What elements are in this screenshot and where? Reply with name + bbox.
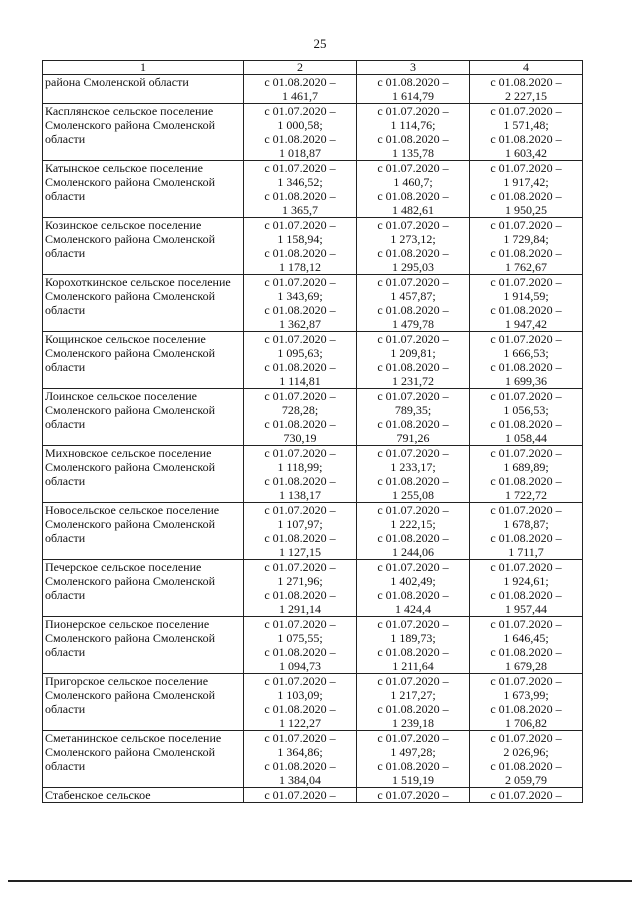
settlement-name: Михновское сельское поселение Смоленского района Смоленской области [43,446,244,503]
tariff-line: 1 729,84; [503,232,549,246]
table-row [43,446,583,503]
tariff-line: с 01.08.2020 – [377,759,449,773]
tariff-line: с 01.08.2020 – [264,360,336,374]
tariff-cell-c2 [244,446,357,503]
tariff-line: 1 460,7; [393,175,433,189]
tariff-line: 1 295,03 [392,260,434,274]
tariff-line: 1 497,28; [390,745,436,759]
tariff-line: 1 362,87 [279,317,321,331]
tariff-line: 1 365,7 [282,203,318,217]
tariff-line: 1 095,63; [277,346,323,360]
tariff-cell-c4 [470,674,583,731]
tariff-line: с 01.08.2020 – [264,132,336,146]
tariff-line: с 01.08.2020 – [377,474,449,488]
tariff-line: 2 026,96; [503,745,549,759]
table-row [43,731,583,788]
tariff-line: 1 138,17 [279,488,321,502]
table-body [43,75,583,803]
tariff-line: с 01.07.2020 – [377,674,449,688]
tariff-cell-c4 [470,560,583,617]
tariff-cell-c3 [357,218,470,275]
settlement-name: Лоинское сельское поселение Смоленского района Смоленской области [43,389,244,446]
tariff-line: 1 273,12; [390,232,436,246]
tariff-line: 1 711,7 [508,545,544,559]
tariff-line: с 01.07.2020 – [490,788,562,802]
tariff-line: 1 957,44 [505,602,547,616]
tariff-line: с 01.08.2020 – [377,588,449,602]
tariff-line: 1 482,61 [392,203,434,217]
tariff-line: 1 343,69; [277,289,323,303]
tariff-line: с 01.07.2020 – [264,161,336,175]
tariff-line: с 01.08.2020 – [490,645,562,659]
tariff-cell-c4 [470,161,583,218]
tariff-cell-c4 [470,788,583,803]
tariff-cell-c2 [244,218,357,275]
tariff-cell-c2 [244,75,357,104]
tariff-line: 2 227,15 [505,89,547,103]
tariff-cell-c3 [357,617,470,674]
tariff-line: с 01.07.2020 – [377,218,449,232]
tariff-line: 1 571,48; [503,118,549,132]
tariff-cell-c3 [357,161,470,218]
tariff-line: 1 222,15; [390,517,436,531]
settlement-name: Касплянское сельское поселение Смоленского района Смоленской области [43,104,244,161]
tariff-line: с 01.08.2020 – [377,645,449,659]
tariff-line: с 01.08.2020 – [377,702,449,716]
tariff-line: 1 673,99; [503,688,549,702]
tariff-cell-c4 [470,104,583,161]
tariff-line: с 01.07.2020 – [264,674,336,688]
tariff-line: с 01.08.2020 – [264,702,336,716]
tariff-cell-c2 [244,104,357,161]
tariff-line: с 01.07.2020 – [377,161,449,175]
tariff-line: с 01.07.2020 – [264,275,336,289]
tariff-line: с 01.07.2020 – [264,104,336,118]
tariff-line: с 01.08.2020 – [490,474,562,488]
tariff-line: с 01.08.2020 – [490,417,562,431]
tariff-line: с 01.08.2020 – [264,246,336,260]
tariff-line: с 01.08.2020 – [377,531,449,545]
settlement-name: Корохоткинское сельское поселение Смоленского района Смоленской области [43,275,244,332]
tariff-cell-c2 [244,788,357,803]
table-row [43,104,583,161]
tariff-line: 1 914,59; [503,289,549,303]
tariff-cell-c4 [470,503,583,560]
tariff-line: 1 189,73; [390,631,436,645]
tariff-line: 1 679,28 [505,659,547,673]
table-row [43,617,583,674]
settlement-name: района Смоленской области [43,75,244,104]
tariff-line: с 01.08.2020 – [490,303,562,317]
tariff-line: с 01.08.2020 – [264,759,336,773]
tariff-line: с 01.08.2020 – [264,189,336,203]
tariff-line: 1 689,89; [503,460,549,474]
tariff-line: с 01.07.2020 – [264,731,336,745]
tariff-line: 1 947,42 [505,317,547,331]
tariff-cell-c3 [357,788,470,803]
tariff-line: с 01.08.2020 – [490,588,562,602]
tariff-line: с 01.07.2020 – [490,503,562,517]
tariff-line: 1 364,86; [277,745,323,759]
tariff-table [42,60,583,803]
tariff-line: с 01.08.2020 – [490,759,562,773]
tariff-cell-c4 [470,389,583,446]
tariff-line: с 01.07.2020 – [377,446,449,460]
tariff-cell-c2 [244,674,357,731]
tariff-line: с 01.07.2020 – [490,104,562,118]
tariff-line: 1 018,87 [279,146,321,160]
tariff-line: 1 457,87; [390,289,436,303]
tariff-cell-c3 [357,446,470,503]
tariff-line: с 01.07.2020 – [264,446,336,460]
footer-rule [8,880,632,882]
tariff-line: с 01.08.2020 – [264,531,336,545]
settlement-name: Новосельское сельское поселение Смоленского района Смоленской области [43,503,244,560]
tariff-line: с 01.08.2020 – [377,417,449,431]
tariff-line: с 01.07.2020 – [264,218,336,232]
table-row [43,275,583,332]
tariff-line: с 01.08.2020 – [490,75,562,89]
tariff-line: 1 646,45; [503,631,549,645]
tariff-line: 1 217,27; [390,688,436,702]
tariff-line: с 01.07.2020 – [377,332,449,346]
tariff-line: с 01.08.2020 – [490,132,562,146]
tariff-line: 1 255,08 [392,488,434,502]
tariff-line: 1 614,79 [392,89,434,103]
tariff-line: 1 479,78 [392,317,434,331]
tariff-cell-c3 [357,75,470,104]
tariff-cell-c4 [470,332,583,389]
tariff-line: с 01.08.2020 – [377,75,449,89]
tariff-line: с 01.08.2020 – [264,303,336,317]
tariff-line: с 01.07.2020 – [490,332,562,346]
tariff-line: 1 917,42; [503,175,549,189]
tariff-line: с 01.08.2020 – [264,645,336,659]
table-row [43,674,583,731]
tariff-line: с 01.07.2020 – [490,275,562,289]
tariff-line: с 01.08.2020 – [490,531,562,545]
tariff-cell-c3 [357,389,470,446]
settlement-name: Кощинское сельское поселение Смоленского района Смоленской области [43,332,244,389]
tariff-line: с 01.08.2020 – [377,360,449,374]
settlement-name: Сметанинское сельское поселение Смоленского района Смоленской области [43,731,244,788]
tariff-line: 789,35; [394,403,432,417]
tariff-line: с 01.07.2020 – [377,788,449,802]
tariff-line: 1 000,58; [277,118,323,132]
tariff-line: 1 122,27 [279,716,321,730]
settlement-name: Стабенское сельское [43,788,244,803]
tariff-line: с 01.08.2020 – [377,303,449,317]
tariff-cell-c3 [357,674,470,731]
tariff-line: 1 178,12 [279,260,321,274]
tariff-line: с 01.07.2020 – [264,617,336,631]
tariff-cell-c2 [244,332,357,389]
tariff-line: с 01.07.2020 – [377,275,449,289]
tariff-line: с 01.07.2020 – [490,389,562,403]
tariff-line: 1 722,72 [505,488,547,502]
tariff-line: 1 233,17; [390,460,436,474]
table-row [43,218,583,275]
table-row [43,560,583,617]
tariff-line: с 01.07.2020 – [490,446,562,460]
tariff-line: с 01.08.2020 – [490,189,562,203]
tariff-line: 1 114,76; [390,118,436,132]
tariff-line: 1 209,81; [390,346,436,360]
tariff-line: с 01.08.2020 – [377,132,449,146]
settlement-name: Печерское сельское поселение Смоленского района Смоленской области [43,560,244,617]
tariff-line: с 01.07.2020 – [490,560,562,574]
tariff-line: с 01.08.2020 – [264,474,336,488]
tariff-line: 791,26 [396,431,430,445]
tariff-line: с 01.07.2020 – [490,674,562,688]
tariff-line: 1 127,15 [279,545,321,559]
tariff-line: с 01.07.2020 – [490,218,562,232]
tariff-line: с 01.07.2020 – [264,560,336,574]
tariff-cell-c2 [244,503,357,560]
tariff-cell-c3 [357,560,470,617]
tariff-line: 1 271,96; [277,574,323,588]
tariff-line: с 01.08.2020 – [377,189,449,203]
tariff-line: 1 950,25 [505,203,547,217]
table-header [43,61,583,75]
tariff-line: 1 519,19 [392,773,434,787]
tariff-cell-c3 [357,731,470,788]
settlement-name: Козинское сельское поселение Смоленского района Смоленской области [43,218,244,275]
tariff-line: 1 158,94; [277,232,323,246]
table-row [43,788,583,803]
tariff-cell-c4 [470,275,583,332]
tariff-cell-c3 [357,275,470,332]
column-header: 1 [43,61,244,75]
tariff-line: 1 291,14 [279,602,321,616]
tariff-line: с 01.08.2020 – [490,360,562,374]
tariff-line: с 01.08.2020 – [264,75,336,89]
tariff-cell-c3 [357,332,470,389]
tariff-line: 1 211,64 [392,659,434,673]
table-row [43,161,583,218]
settlement-name: Пионерское сельское поселение Смоленского района Смоленской области [43,617,244,674]
tariff-cell-c4 [470,446,583,503]
tariff-line: 1 706,82 [505,716,547,730]
column-header: 4 [470,61,583,75]
tariff-cell-c3 [357,503,470,560]
tariff-line: с 01.07.2020 – [264,788,336,802]
tariff-cell-c4 [470,218,583,275]
tariff-line: 2 059,79 [505,773,547,787]
tariff-line: 1 244,06 [392,545,434,559]
settlement-name: Пригорское сельское поселение Смоленского района Смоленской области [43,674,244,731]
tariff-line: 1 699,36 [505,374,547,388]
tariff-line: 1 402,49; [390,574,436,588]
tariff-line: с 01.07.2020 – [377,731,449,745]
tariff-cell-c4 [470,617,583,674]
tariff-cell-c2 [244,389,357,446]
tariff-line: 1 058,44 [505,431,547,445]
tariff-line: с 01.08.2020 – [490,246,562,260]
tariff-line: 1 239,18 [392,716,434,730]
tariff-line: 1 762,67 [505,260,547,274]
tariff-line: 1 603,42 [505,146,547,160]
tariff-line: с 01.07.2020 – [377,560,449,574]
page-number: 25 [313,36,327,51]
tariff-line: с 01.08.2020 – [490,702,562,716]
tariff-cell-c4 [470,731,583,788]
table-row [43,503,583,560]
tariff-line: с 01.07.2020 – [377,104,449,118]
header-row [43,61,583,75]
tariff-line: с 01.07.2020 – [264,389,336,403]
tariff-line: с 01.07.2020 – [490,617,562,631]
table-row [43,332,583,389]
tariff-line: 1 666,53; [503,346,549,360]
tariff-cell-c2 [244,275,357,332]
tariff-line: 1 384,04 [279,773,321,787]
tariff-line: с 01.07.2020 – [264,503,336,517]
tariff-line: 1 231,72 [392,374,434,388]
column-header: 3 [357,61,470,75]
table-row [43,75,583,104]
tariff-line: с 01.07.2020 – [490,161,562,175]
tariff-line: 1 118,99; [277,460,323,474]
tariff-cell-c2 [244,560,357,617]
tariff-line: с 01.07.2020 – [377,389,449,403]
tariff-line: с 01.08.2020 – [264,588,336,602]
tariff-line: 1 924,61; [503,574,549,588]
tariff-line: 1 103,09; [277,688,323,702]
tariff-line: 1 678,87; [503,517,549,531]
tariff-cell-c2 [244,617,357,674]
tariff-line: 1 075,55; [277,631,323,645]
tariff-line: 1 107,97; [277,517,323,531]
table-row [43,389,583,446]
tariff-line: с 01.07.2020 – [377,503,449,517]
tariff-line: 730,19 [283,431,317,445]
tariff-line: 1 094,73 [279,659,321,673]
tariff-line: с 01.08.2020 – [377,246,449,260]
tariff-cell-c4 [470,75,583,104]
tariff-line: с 01.07.2020 – [490,731,562,745]
tariff-cell-c3 [357,104,470,161]
tariff-line: 1 114,81 [279,374,321,388]
tariff-cell-c2 [244,161,357,218]
tariff-line: 1 135,78 [392,146,434,160]
tariff-line: 728,28; [281,403,319,417]
tariff-cell-c2 [244,731,357,788]
tariff-line: 1 424,4 [395,602,431,616]
settlement-name: Катынское сельское поселение Смоленского района Смоленской области [43,161,244,218]
tariff-line: с 01.07.2020 – [264,332,336,346]
tariff-line: 1 461,7 [282,89,318,103]
tariff-line: с 01.08.2020 – [264,417,336,431]
tariff-line: с 01.07.2020 – [377,617,449,631]
tariff-line: 1 056,53; [503,403,549,417]
tariff-line: 1 346,52; [277,175,323,189]
column-header: 2 [244,61,357,75]
